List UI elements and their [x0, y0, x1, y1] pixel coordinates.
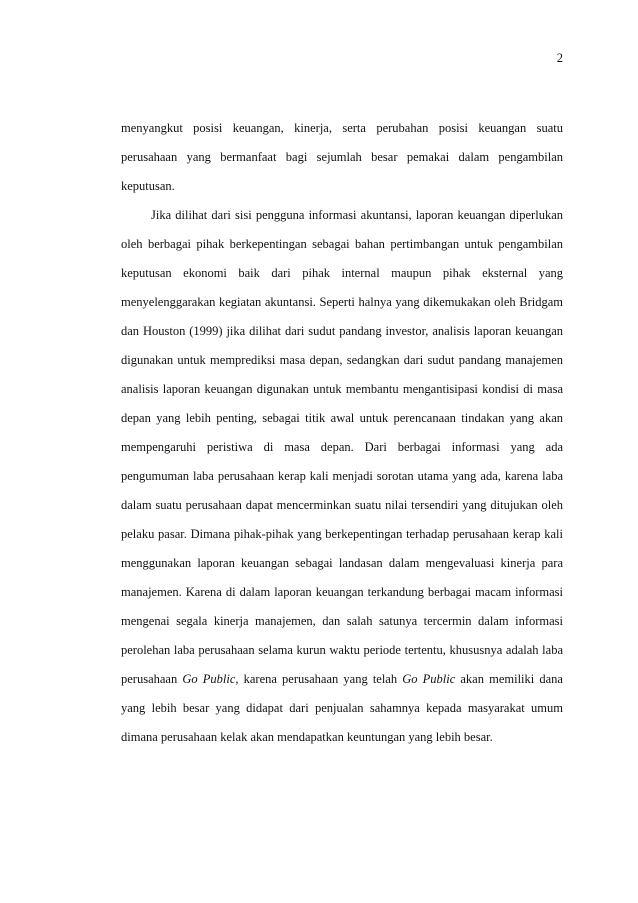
- text-line: dalam suatu perusahaan dapat mencerminkan suatu nilai tersendiri yang ditujukan oleh: [121, 498, 563, 512]
- text-line: mempengaruhi peristiwa di masa depan. Dari berbagai informasi yang ada: [121, 440, 563, 454]
- text-line: oleh berbagai pihak berkepentingan sebagai bahan pertimbangan untuk pengambilan: [121, 237, 563, 251]
- text-line: pengumuman laba perusahaan kerap kali menjadi sorotan utama yang ada, karena laba: [121, 469, 563, 483]
- paragraph-first-line: Jika dilihat dari sisi pengguna informasi akuntansi, laporan keuangan diperlukan: [151, 208, 563, 222]
- text-line: keputusan.: [121, 179, 175, 193]
- italic-term: Go Public: [182, 672, 236, 686]
- text-line: yang lebih besar yang didapat dari penjualan sahamnya kepada masyarakat umum: [121, 701, 563, 715]
- text-line: analisis laporan keuangan digunakan untuk membantu mengantisipasi kondisi di masa: [121, 382, 563, 396]
- text-line: mengenai segala kinerja manajemen, dan salah satunya tercermin dalam informasi: [121, 614, 563, 628]
- text-segment: perusahaan: [121, 672, 183, 686]
- text-line: digunakan untuk memprediksi masa depan, sedangkan dari sudut pandang manajemen: [121, 353, 563, 367]
- italic-term: Go Public: [402, 672, 456, 686]
- text-line: perusahaan yang bermanfaat bagi sejumlah besar pemakai dalam pengambilan: [121, 150, 563, 164]
- text-line: manajemen. Karena di dalam laporan keuangan terkandung berbagai macam informasi: [121, 585, 563, 599]
- text-line: depan yang lebih penting, sebagai titik awal untuk perencanaan tindakan yang akan: [121, 411, 563, 425]
- text-segment: akan memiliki dana: [455, 672, 563, 686]
- text-segment: , karena perusahaan yang telah: [235, 672, 403, 686]
- text-line: menyelenggarakan kegiatan akuntansi. Seperti halnya yang dikemukakan oleh Bridgam: [121, 295, 563, 309]
- page-number: 2: [556, 51, 563, 65]
- text-line: keputusan ekonomi baik dari pihak internal maupun pihak eksternal yang: [121, 266, 563, 280]
- text-line: menggunakan laporan keuangan sebagai landasan dalam mengevaluasi kinerja para: [121, 556, 563, 570]
- text-line: pelaku pasar. Dimana pihak-pihak yang berkepentingan terhadap perusahaan kerap kali: [121, 527, 563, 541]
- body-text: [121, 114, 563, 752]
- text-line: dimana perusahaan kelak akan mendapatkan keuntungan yang lebih besar.: [121, 730, 493, 744]
- text-line: perolehan laba perusahaan selama kurun waktu periode tertentu, khususnya adalah laba: [121, 643, 563, 657]
- text-line: menyangkut posisi keuangan, kinerja, serta perubahan posisi keuangan suatu: [121, 121, 563, 135]
- text-line: dan Houston (1999) jika dilihat dari sudut pandang investor, analisis laporan keuangan: [121, 324, 563, 338]
- text-line-with-italics: [121, 665, 563, 694]
